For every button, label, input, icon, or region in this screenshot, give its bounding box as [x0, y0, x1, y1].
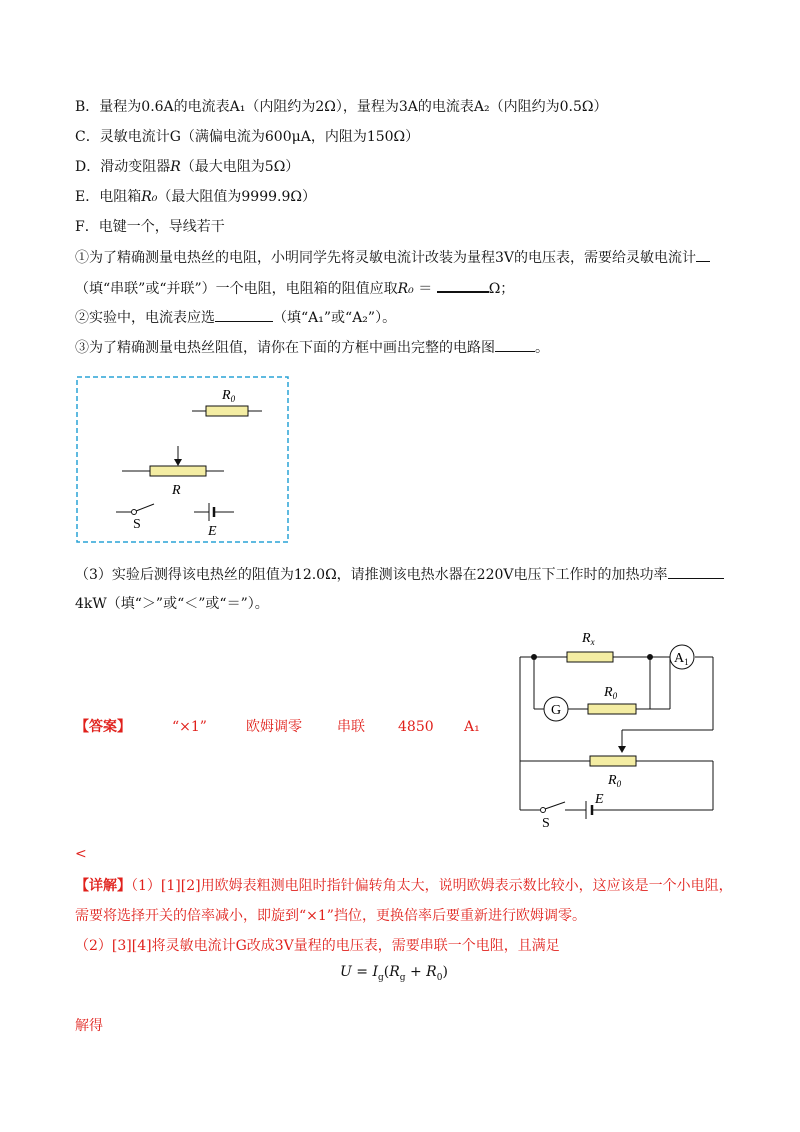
label-r0: $R_0$ [222, 388, 236, 404]
junction-dot [531, 654, 537, 660]
detail-line-3: （2）[3][4]将灵敏电流计G改成3V量程的电压表，需要串联一个电阻，且满足 [75, 938, 560, 954]
answer-blank[interactable] [215, 307, 273, 322]
formula: $U = I_g(R_g + R_0)$ [340, 964, 448, 983]
battery-e [194, 503, 234, 521]
resistor-r0 [588, 704, 636, 714]
detail-line-1: 【详解】（1）[1][2]用欧姆表粗测电阻时指针偏转角太大，说明欧姆表示数比较小，这应该是一个小电阻， [75, 878, 733, 894]
label-r: R [172, 483, 181, 498]
answer-item-5: A₁ [464, 719, 480, 735]
question-2: ②实验中，电流表应选 （填“A₁”或“A₂”）。 [75, 307, 396, 328]
label-e: E [208, 524, 217, 539]
answer-item-1: “×1” [172, 719, 207, 735]
resistor-rx [567, 652, 613, 662]
question-1-line-1: ①为了精确测量电热丝的电阻，小明同学先将灵敏电流计改装为量程3V的电压表，需要给灵敏电流计 [75, 247, 710, 268]
answer-label: 【答案】 [75, 719, 131, 735]
detail-line-2: 需要将选择开关的倍率减小，即旋到“×1”挡位，更换倍率后要重新进行欧姆调零。 [75, 908, 586, 924]
lt-symbol: < [75, 846, 87, 862]
rheostat-r [122, 446, 224, 476]
question-3: ③为了精确测量电热丝阻值，请你在下面的方框中画出完整的电路图 。 [75, 337, 549, 358]
answer-circuit-diagram [510, 620, 725, 830]
label-s: S [542, 816, 550, 830]
answer-item-2: 欧姆调零 [246, 719, 302, 735]
resistor-r0 [192, 406, 262, 416]
part-3-line-1: （3）实验后测得该电热丝的阻值为12.0Ω，请推测该电热水器在220V电压下工作时的加热功率 [75, 564, 724, 585]
label-rx: $R_x$ [582, 631, 595, 647]
option-d: D．滑动变阻器R（最大电阻为5Ω） [75, 159, 300, 175]
option-b: B．量程为0.6A的电流表A₁（内阻约为2Ω），量程为3A的电流表A₂（内阻约为0.5Ω） [75, 99, 608, 115]
answer-item-3: 串联 [337, 719, 365, 735]
switch-s [116, 504, 154, 515]
question-1-line-2: （填“串联”或“并联”）一个电阻，电阻箱的阻值应取R₀ ＝ Ω； [75, 277, 514, 299]
answer-blank[interactable] [495, 337, 535, 352]
label-g: G [551, 703, 562, 718]
circuit-drawing-box[interactable] [76, 376, 290, 544]
part-3-line-2: 4kW（填“＞”或“＜”或“＝”）。 [75, 596, 269, 612]
solve-label: 解得 [75, 1018, 103, 1034]
answer-blank[interactable] [437, 277, 489, 293]
label-s: S [133, 517, 141, 532]
label-r0-bottom: $R_0$ [608, 773, 622, 789]
label-a1: $A_1$ [674, 651, 689, 667]
option-c: C．灵敏电流计G（满偏电流为600μA，内阻为150Ω） [75, 129, 420, 145]
option-e: E．电阻箱R₀（最大阻值为9999.9Ω） [75, 189, 316, 205]
switch-s [541, 808, 546, 813]
answer-blank[interactable] [668, 564, 724, 579]
rheostat-r0 [590, 756, 636, 766]
answer-item-4: 4850 [398, 719, 434, 735]
label-e: E [595, 792, 604, 807]
label-r0-top: $R_0$ [604, 685, 618, 701]
option-f: F．电键一个，导线若干 [75, 219, 225, 235]
answer-blank[interactable] [696, 247, 710, 262]
